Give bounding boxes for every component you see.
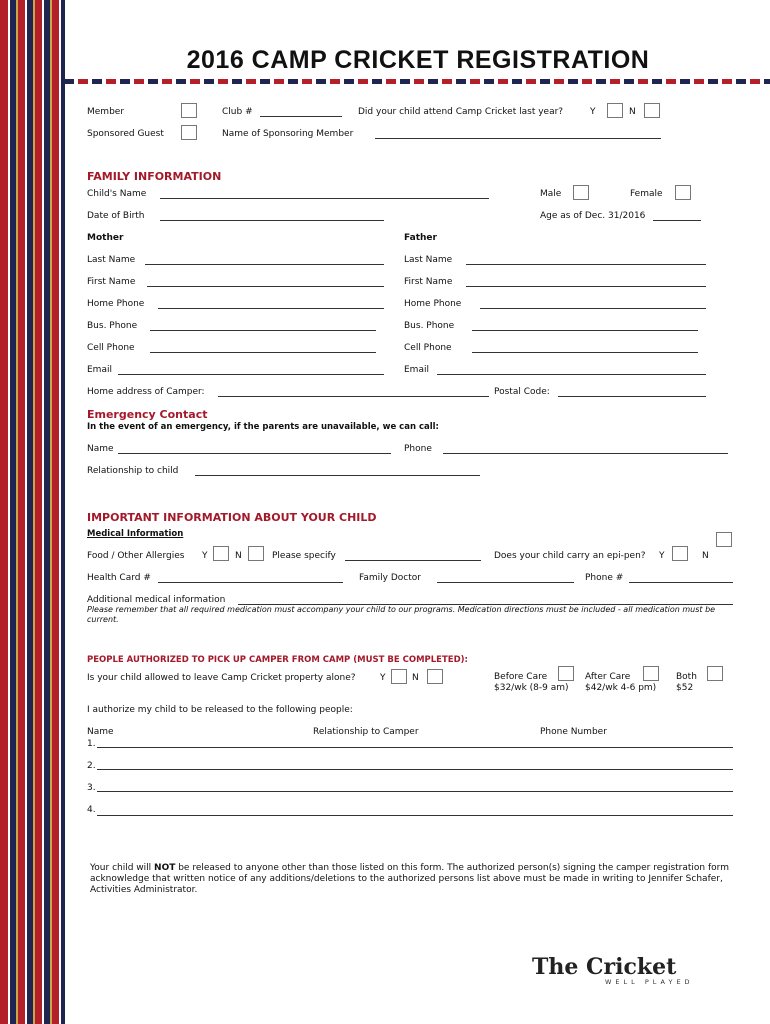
emergency-subheading: In the event of an emergency, if the parents are unavailable, we can call: bbox=[87, 422, 439, 432]
attended-yes-label: Y bbox=[590, 107, 596, 117]
emergency-phone-label: Phone bbox=[404, 444, 432, 454]
epipen-no-checkbox[interactable] bbox=[716, 532, 732, 547]
mother-last-name-label: Last Name bbox=[87, 255, 136, 265]
both-care-price: $52 bbox=[676, 683, 694, 693]
postal-code-field[interactable] bbox=[558, 396, 706, 397]
mother-first-name-label: First Name bbox=[87, 277, 136, 287]
member-label: Member bbox=[87, 107, 125, 117]
family-doctor-label: Family Doctor bbox=[359, 573, 421, 583]
postal-code-label: Postal Code: bbox=[494, 387, 550, 397]
doctor-phone-field[interactable] bbox=[629, 582, 733, 583]
leave-alone-yes-checkbox[interactable] bbox=[391, 669, 407, 684]
pickup-row-1-field[interactable] bbox=[97, 747, 733, 748]
emergency-name-label: Name bbox=[87, 444, 114, 454]
father-first-name-field[interactable] bbox=[466, 286, 706, 287]
attended-question: Did your child attend Camp Cricket last year? bbox=[358, 107, 564, 117]
health-card-label: Health Card # bbox=[87, 573, 151, 583]
home-address-label: Home address of Camper: bbox=[87, 387, 205, 397]
sponsored-guest-checkbox[interactable] bbox=[181, 125, 197, 140]
allergies-no-label: N bbox=[235, 551, 242, 561]
logo-tagline: WELL PLAYED bbox=[605, 978, 694, 986]
allergies-yes-checkbox[interactable] bbox=[213, 546, 229, 561]
father-first-name-label: First Name bbox=[404, 277, 453, 287]
title-divider bbox=[64, 79, 770, 84]
father-email-field[interactable] bbox=[437, 374, 706, 375]
dob-label: Date of Birth bbox=[87, 211, 145, 221]
age-label: Age as of Dec. 31/2016 bbox=[540, 211, 646, 221]
allergies-no-checkbox[interactable] bbox=[248, 546, 264, 561]
pickup-row-number: 4. bbox=[87, 805, 96, 815]
dob-field[interactable] bbox=[160, 220, 384, 221]
release-policy-text: Your child will NOT be released to anyone other than those listed on this form. The authorized person(s) signing the camper registration form acknowledge that written notice of any additions/deletions to the authorized persons list above must be made in writing to Jennifer Schafer, Activities Administrator. bbox=[90, 863, 729, 895]
epipen-no-label: N bbox=[702, 551, 709, 561]
pickup-row-2-field[interactable] bbox=[97, 769, 733, 770]
leave-alone-no-checkbox[interactable] bbox=[427, 669, 443, 684]
medication-note: Please remember that all required medication must accompany your child to our programs. Medication directions must be included - all medication must be current. bbox=[87, 605, 716, 624]
col-relationship-header: Relationship to Camper bbox=[313, 727, 419, 737]
mother-home-phone-field[interactable] bbox=[158, 308, 384, 309]
emergency-name-field[interactable] bbox=[118, 453, 391, 454]
father-home-phone-label: Home Phone bbox=[404, 299, 462, 309]
home-address-field[interactable] bbox=[218, 396, 489, 397]
please-specify-label: Please specify bbox=[272, 551, 336, 561]
member-checkbox[interactable] bbox=[181, 103, 197, 118]
mother-bus-phone-field[interactable] bbox=[150, 330, 376, 331]
allergies-label: Food / Other Allergies bbox=[87, 551, 185, 561]
after-care-price: $42/wk 4-6 pm) bbox=[585, 683, 657, 693]
club-number-field[interactable] bbox=[260, 116, 342, 117]
pickup-row-number: 1. bbox=[87, 739, 96, 749]
father-last-name-label: Last Name bbox=[404, 255, 453, 265]
age-field[interactable] bbox=[653, 220, 701, 221]
female-checkbox[interactable] bbox=[675, 185, 691, 200]
cricket-logo: The Cricket bbox=[532, 954, 677, 980]
after-care-checkbox[interactable] bbox=[643, 666, 659, 681]
mother-email-field[interactable] bbox=[118, 374, 384, 375]
allergies-yes-label: Y bbox=[202, 551, 208, 561]
doctor-phone-label: Phone # bbox=[585, 573, 624, 583]
mother-home-phone-label: Home Phone bbox=[87, 299, 145, 309]
male-label: Male bbox=[540, 189, 562, 199]
additional-medical-label: Additional medical information bbox=[87, 595, 226, 605]
female-label: Female bbox=[630, 189, 663, 199]
allergies-specify-field[interactable] bbox=[345, 560, 481, 561]
club-number-label: Club # bbox=[222, 107, 253, 117]
col-name-header: Name bbox=[87, 727, 114, 737]
medical-info-subheading: Medical Information bbox=[87, 529, 184, 539]
mother-heading: Mother bbox=[87, 233, 124, 243]
pickup-row-3-field[interactable] bbox=[97, 791, 733, 792]
father-cell-phone-field[interactable] bbox=[472, 352, 698, 353]
family-info-heading: FAMILY INFORMATION bbox=[87, 170, 222, 183]
both-care-label: Both bbox=[676, 672, 697, 682]
epipen-yes-label: Y bbox=[659, 551, 665, 561]
father-bus-phone-field[interactable] bbox=[472, 330, 698, 331]
attended-yes-checkbox[interactable] bbox=[607, 103, 623, 118]
pickup-heading: PEOPLE AUTHORIZED TO PICK UP CAMPER FROM CAMP (MUST BE COMPLETED): bbox=[87, 655, 468, 665]
sponsoring-member-label: Name of Sponsoring Member bbox=[222, 129, 354, 139]
father-home-phone-field[interactable] bbox=[480, 308, 706, 309]
relationship-label: Relationship to child bbox=[87, 466, 179, 476]
childs-name-label: Child's Name bbox=[87, 189, 147, 199]
father-bus-phone-label: Bus. Phone bbox=[404, 321, 455, 331]
sponsoring-member-field[interactable] bbox=[375, 138, 661, 139]
before-care-label: Before Care bbox=[494, 672, 548, 682]
leave-alone-yes-label: Y bbox=[380, 673, 386, 683]
mother-bus-phone-label: Bus. Phone bbox=[87, 321, 138, 331]
mother-first-name-field[interactable] bbox=[147, 286, 384, 287]
after-care-label: After Care bbox=[585, 672, 631, 682]
pickup-row-number: 3. bbox=[87, 783, 96, 793]
father-last-name-field[interactable] bbox=[466, 264, 706, 265]
epipen-question: Does your child carry an epi-pen? bbox=[494, 551, 646, 561]
authorize-statement: I authorize my child to be released to the following people: bbox=[87, 705, 353, 715]
page-title: 2016 CAMP CRICKET REGISTRATION bbox=[186, 46, 650, 74]
pickup-row-number: 2. bbox=[87, 761, 96, 771]
mother-email-label: Email bbox=[87, 365, 112, 375]
family-doctor-field[interactable] bbox=[437, 582, 574, 583]
important-info-heading: IMPORTANT INFORMATION ABOUT YOUR CHILD bbox=[87, 511, 377, 524]
father-cell-phone-label: Cell Phone bbox=[404, 343, 452, 353]
mother-cell-phone-field[interactable] bbox=[150, 352, 376, 353]
pickup-row-4-field[interactable] bbox=[97, 815, 733, 816]
sponsored-guest-label: Sponsored Guest bbox=[87, 129, 164, 139]
emergency-phone-field[interactable] bbox=[443, 453, 728, 454]
col-phone-header: Phone Number bbox=[540, 727, 607, 737]
attended-no-label: N bbox=[629, 107, 636, 117]
leave-alone-question: Is your child allowed to leave Camp Cricket property alone? bbox=[87, 673, 356, 683]
childs-name-field[interactable] bbox=[160, 198, 489, 199]
decorative-stripes bbox=[0, 0, 66, 1024]
health-card-field[interactable] bbox=[158, 582, 343, 583]
attended-no-checkbox[interactable] bbox=[644, 103, 660, 118]
relationship-field[interactable] bbox=[195, 475, 480, 476]
emergency-heading: Emergency Contact bbox=[87, 408, 208, 421]
male-checkbox[interactable] bbox=[573, 185, 589, 200]
before-care-checkbox[interactable] bbox=[558, 666, 574, 681]
father-heading: Father bbox=[404, 233, 437, 243]
before-care-price: $32/wk (8-9 am) bbox=[494, 683, 569, 693]
both-care-checkbox[interactable] bbox=[707, 666, 723, 681]
mother-last-name-field[interactable] bbox=[145, 264, 384, 265]
epipen-yes-checkbox[interactable] bbox=[672, 546, 688, 561]
father-email-label: Email bbox=[404, 365, 429, 375]
leave-alone-no-label: N bbox=[412, 673, 419, 683]
mother-cell-phone-label: Cell Phone bbox=[87, 343, 135, 353]
